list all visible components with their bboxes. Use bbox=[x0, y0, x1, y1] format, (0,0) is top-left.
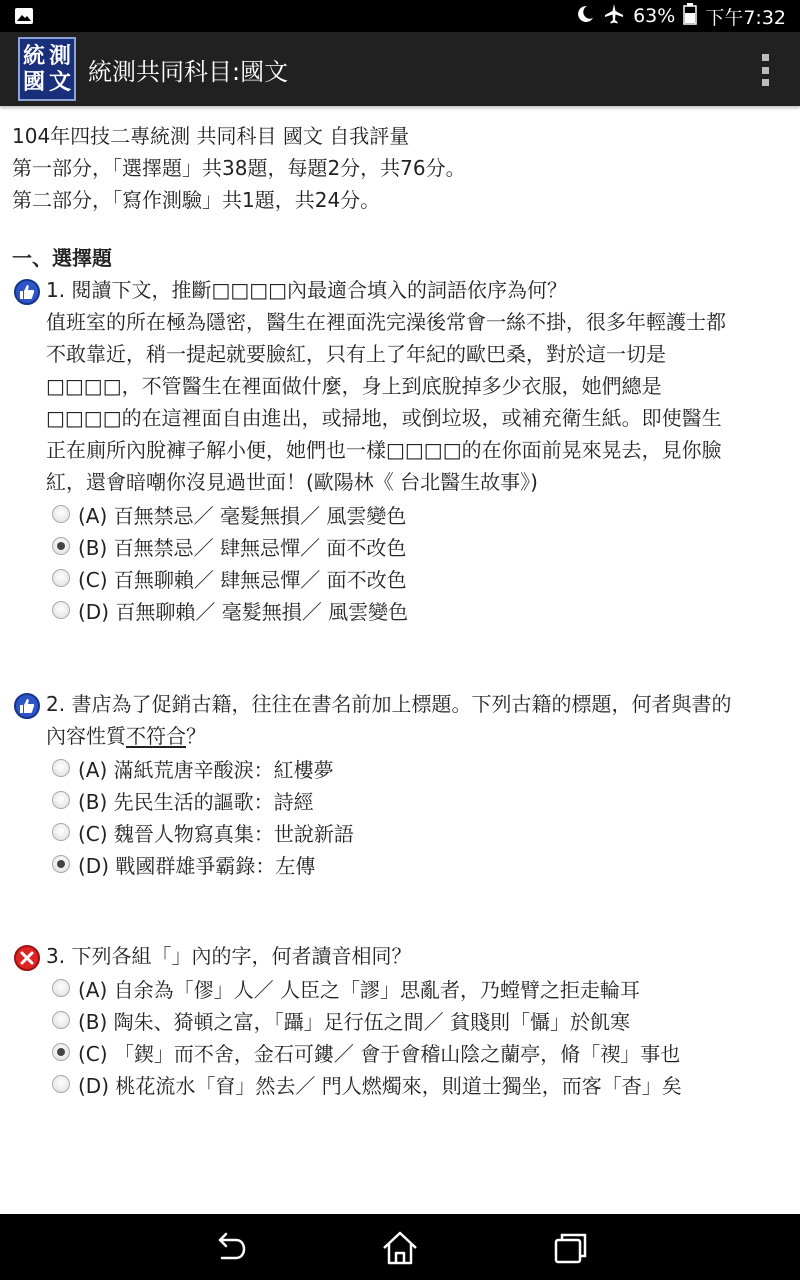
thumbs-up-correct-icon bbox=[14, 279, 40, 305]
question-text bbox=[46, 688, 776, 752]
option-label: (C) 「鍥」而不舍，金石可鏤／ 會于會稽山陰之蘭亭，脩「禊」事也 bbox=[78, 1041, 681, 1066]
question-line: 值班室的所在極為隱密，醫生在裡面洗完澡後常會一絲不掛，很多年輕護士都 bbox=[46, 310, 726, 334]
question-line: 紅，還會暗嘲你沒見過世面！(歐陽林《 台北醫生故事》) bbox=[46, 470, 538, 494]
option-label: (B) 百無禁忌／ 肆無忌憚／ 面不改色 bbox=[78, 535, 407, 560]
option-b[interactable] bbox=[52, 784, 354, 816]
x-incorrect-icon bbox=[14, 945, 40, 971]
intro-line: 第二部分，「寫作測驗」共1題，共24分。 bbox=[12, 188, 381, 212]
radio-button[interactable] bbox=[52, 823, 70, 841]
question-line: 1. 閱讀下文，推斷□□□□內最適合填入的詞語依序為何？ bbox=[46, 278, 568, 302]
exam-intro bbox=[12, 120, 466, 216]
question-text bbox=[46, 940, 776, 972]
question-text-part: ？ bbox=[186, 724, 206, 748]
question-text-part: 內容性質 bbox=[46, 724, 126, 748]
recent-apps-button[interactable] bbox=[548, 1226, 592, 1270]
answer-options bbox=[52, 498, 408, 626]
thumbs-up-correct-icon bbox=[14, 693, 40, 719]
radio-button[interactable] bbox=[52, 601, 70, 619]
option-label: (D) 百無聊賴／ 毫髮無損／ 風雲變色 bbox=[78, 599, 409, 624]
quiz-content[interactable] bbox=[0, 106, 800, 1214]
radio-button[interactable] bbox=[52, 537, 70, 555]
question-line: 3. 下列各組「」內的字，何者讀音相同？ bbox=[46, 944, 412, 968]
question-line: 2. 書店為了促銷古籍，往往在書名前加上標題。下列古籍的標題，何者與書的 bbox=[46, 692, 732, 716]
do-not-disturb-moon-icon bbox=[575, 4, 595, 29]
radio-button[interactable] bbox=[52, 1011, 70, 1029]
app-logo bbox=[18, 37, 76, 101]
logo-char: 統 bbox=[22, 43, 45, 69]
option-b[interactable] bbox=[52, 530, 408, 562]
navigation-bar bbox=[0, 1214, 800, 1280]
section-title: 一、選擇題 bbox=[12, 246, 112, 270]
app-title: 統測共同科目:國文 bbox=[88, 58, 289, 86]
radio-button[interactable] bbox=[52, 569, 70, 587]
radio-button[interactable] bbox=[52, 1075, 70, 1093]
battery-icon bbox=[683, 3, 697, 30]
overflow-dot-icon bbox=[762, 67, 769, 74]
answer-options bbox=[52, 752, 354, 880]
question-text bbox=[46, 274, 776, 498]
home-icon bbox=[378, 1226, 422, 1270]
logo-char: 文 bbox=[48, 69, 71, 95]
option-c[interactable] bbox=[52, 1036, 682, 1068]
status-time: 下午7:32 bbox=[705, 6, 786, 29]
question-line: 正在廁所內脫褲子解小便，她們也一樣□□□□的在你面前晃來晃去，見你臉 bbox=[46, 438, 722, 462]
option-a[interactable] bbox=[52, 752, 354, 784]
radio-button[interactable] bbox=[52, 1043, 70, 1061]
overflow-menu-button[interactable] bbox=[760, 54, 770, 86]
option-label: (C) 百無聊賴／ 肆無忌憚／ 面不改色 bbox=[78, 567, 407, 592]
home-button[interactable] bbox=[378, 1226, 422, 1270]
airplane-mode-icon bbox=[603, 3, 625, 30]
intro-line: 第一部分，「選擇題」共38題，每題2分，共76分。 bbox=[12, 156, 466, 180]
option-label: (D) 桃花流水「窅」然去／ 門人燃燭來，則道士獨坐，而客「杳」矣 bbox=[78, 1073, 682, 1098]
status-bar bbox=[0, 0, 800, 32]
question-line: □□□□的在這裡面自由進出，或掃地，或倒垃圾，或補充衛生紙。即使醫生 bbox=[46, 406, 722, 430]
overflow-dot-icon bbox=[762, 54, 769, 61]
radio-button[interactable] bbox=[52, 979, 70, 997]
underlined-keyword: 不符合 bbox=[126, 724, 186, 748]
battery-percent: 63% bbox=[633, 5, 676, 27]
radio-button[interactable] bbox=[52, 759, 70, 777]
option-d[interactable] bbox=[52, 1068, 682, 1100]
option-label: (A) 自余為「僇」人／ 人臣之「謬」思亂者，乃螳臂之拒走輪耳 bbox=[78, 977, 641, 1002]
intro-line: 104年四技二專統測 共同科目 國文 自我評量 bbox=[12, 124, 410, 148]
question-line: □□□□，不管醫生在裡面做什麼，身上到底脫掉多少衣服，她們總是 bbox=[46, 374, 662, 398]
option-d[interactable] bbox=[52, 594, 408, 626]
back-arrow-icon bbox=[208, 1226, 252, 1270]
option-a[interactable] bbox=[52, 972, 682, 1004]
option-label: (C) 魏晉人物寫真集：世說新語 bbox=[78, 821, 354, 846]
recent-apps-icon bbox=[548, 1226, 592, 1270]
app-bar bbox=[0, 32, 800, 106]
option-label: (D) 戰國群雄爭霸錄：左傳 bbox=[78, 853, 316, 878]
option-label: (A) 百無禁忌／ 毫髮無損／ 風雲變色 bbox=[78, 503, 407, 528]
option-label: (B) 陶朱、猗頓之富，「躡」足行伍之間／ 貧賤則「懾」於飢寒 bbox=[78, 1009, 631, 1034]
question-line: 不敢靠近，稍一提起就要臉紅，只有上了年紀的歐巴桑，對於這一切是 bbox=[46, 342, 666, 366]
option-c[interactable] bbox=[52, 562, 408, 594]
option-c[interactable] bbox=[52, 816, 354, 848]
option-label: (B) 先民生活的謳歌：詩經 bbox=[78, 789, 314, 814]
radio-button[interactable] bbox=[52, 791, 70, 809]
radio-button[interactable] bbox=[52, 855, 70, 873]
answer-options bbox=[52, 972, 682, 1100]
option-label: (A) 滿紙荒唐辛酸淚：紅樓夢 bbox=[78, 757, 334, 782]
logo-char: 國 bbox=[22, 69, 45, 95]
logo-char: 測 bbox=[48, 43, 71, 69]
radio-button[interactable] bbox=[52, 505, 70, 523]
option-b[interactable] bbox=[52, 1004, 682, 1036]
option-d[interactable] bbox=[52, 848, 354, 880]
back-button[interactable] bbox=[208, 1226, 252, 1270]
option-a[interactable] bbox=[52, 498, 408, 530]
question-line bbox=[46, 720, 776, 752]
overflow-dot-icon bbox=[762, 79, 769, 86]
image-notification-icon bbox=[14, 6, 34, 31]
